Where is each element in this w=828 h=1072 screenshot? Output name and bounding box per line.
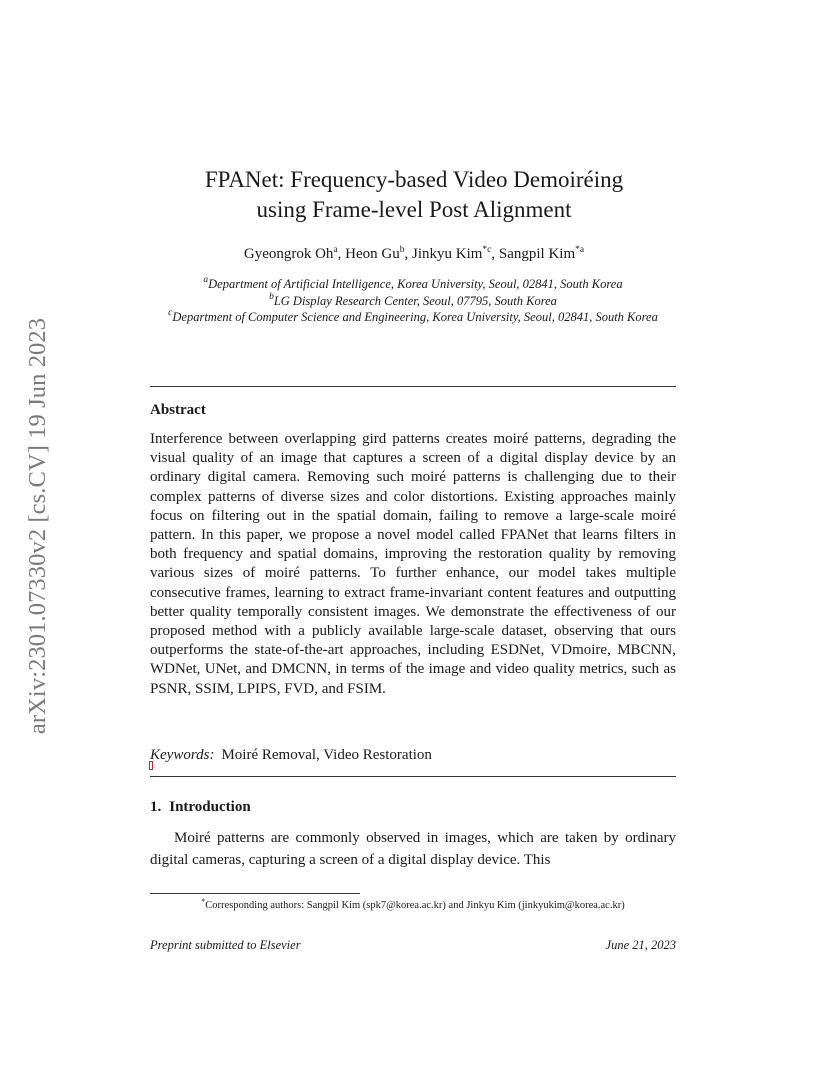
abstract-top-rule [150, 386, 676, 387]
author-list: Gyeongrok Oh$^a$, Heon Gu$^b$, Jinkyu Kim$^{*c}$, Sangpil Kim$^{*a}$ [243, 245, 585, 262]
footer-date: June 21, 2023 [605, 938, 676, 952]
author-name: Sangpil Kim [498, 246, 576, 262]
paper-title-line-1: FPANet: Frequency-based Video Demoiréing [204, 167, 624, 192]
affiliation-text: LG Display Research Center, Seoul, 07795, South Korea [273, 293, 557, 308]
affiliation-mark: a [203, 275, 209, 285]
abstract-bottom-rule [150, 776, 676, 777]
affiliation-item [150, 276, 676, 293]
affiliation-item [150, 293, 676, 310]
footnote-text: Corresponding authors: Sangpil Kim (spk7@korea.ac.kr) and Jinkyu Kim (jinkyukim@korea.ac.kr) [205, 900, 625, 911]
section-title: Introduction [169, 799, 251, 815]
paper-title [0, 165, 828, 225]
author-name: Gyeongrok Oh [243, 246, 334, 262]
author-name: Jinkyu Kim [411, 246, 483, 262]
author-name: Heon Gu [345, 246, 400, 262]
section-number: 1. [150, 799, 162, 815]
arxiv-identifier-stamp: arXiv:2301.07330v2 [cs.CV] 19 Jun 2023 [24, 317, 51, 735]
text-cursor-marker [149, 761, 153, 770]
keywords-line [150, 745, 432, 765]
paper-title-line-2: using Frame-level Post Alignment [256, 197, 572, 222]
affiliation-text: Department of Artificial Intelligence, Korea University, Seoul, 02841, South Korea [208, 277, 623, 291]
footnote [150, 899, 676, 913]
keywords-label: Keywords: [150, 747, 215, 763]
abstract-text: Interference between overlapping gird patterns creates moiré patterns, degrading the visual quality of an image that captures a screen of a digital display device by an ordinary digital camera. Removing such moiré patterns is challenging due to their complex patterns of diverse sizes and color distortions. Existing approaches mainly focus on filtering out in the spatial domain, failing to remove a large-scale moiré pattern. In this paper, we propose a novel model called FPANet that learns filters in both frequency and spatial domains, improving the restoration quality by removing various sizes of moiré patterns. To further enhance, our model takes multiple consecutive frames, learning to extract frame-invariant content features and outputting better quality temporally consistent images. We demonstrate the effectiveness of our proposed method with a publicly available large-scale dataset, observing that ours outperforms the state-of-the-art approaches, including ESDNet, VDmoire, MBCNN, WDNet, UNet, and DMCNN, in terms of the image and video quality metrics, such as PSNR, SSIM, LPIPS, FVD, and FSIM. [150, 431, 676, 697]
author-affiliation-mark: *c [482, 245, 492, 255]
keywords-text: Moiré Removal, Video Restoration [221, 747, 432, 763]
author-affiliation-mark: b [399, 245, 405, 255]
author-affiliation-mark: a [333, 245, 338, 255]
introduction-paragraph: Moiré patterns are commonly observed in images, which are taken by ordinary digital cameras, capturing a screen of a digital display device. This [150, 830, 676, 868]
footnote-rule [150, 893, 360, 894]
section-heading-introduction [150, 797, 251, 817]
footnote-mark: * [201, 897, 206, 906]
abstract-heading: Abstract [150, 402, 206, 418]
affiliation-mark: b [269, 291, 274, 302]
author-affiliation-mark: *a [575, 245, 585, 255]
affiliation-mark: c [168, 308, 173, 318]
footer-preprint-note: Preprint submitted to Elsevier [150, 938, 301, 952]
affiliation-item [150, 309, 676, 326]
affiliation-list [150, 276, 676, 326]
affiliation-text: Department of Computer Science and Engineering, Korea University, Seoul, 02841, South Korea [172, 310, 658, 324]
